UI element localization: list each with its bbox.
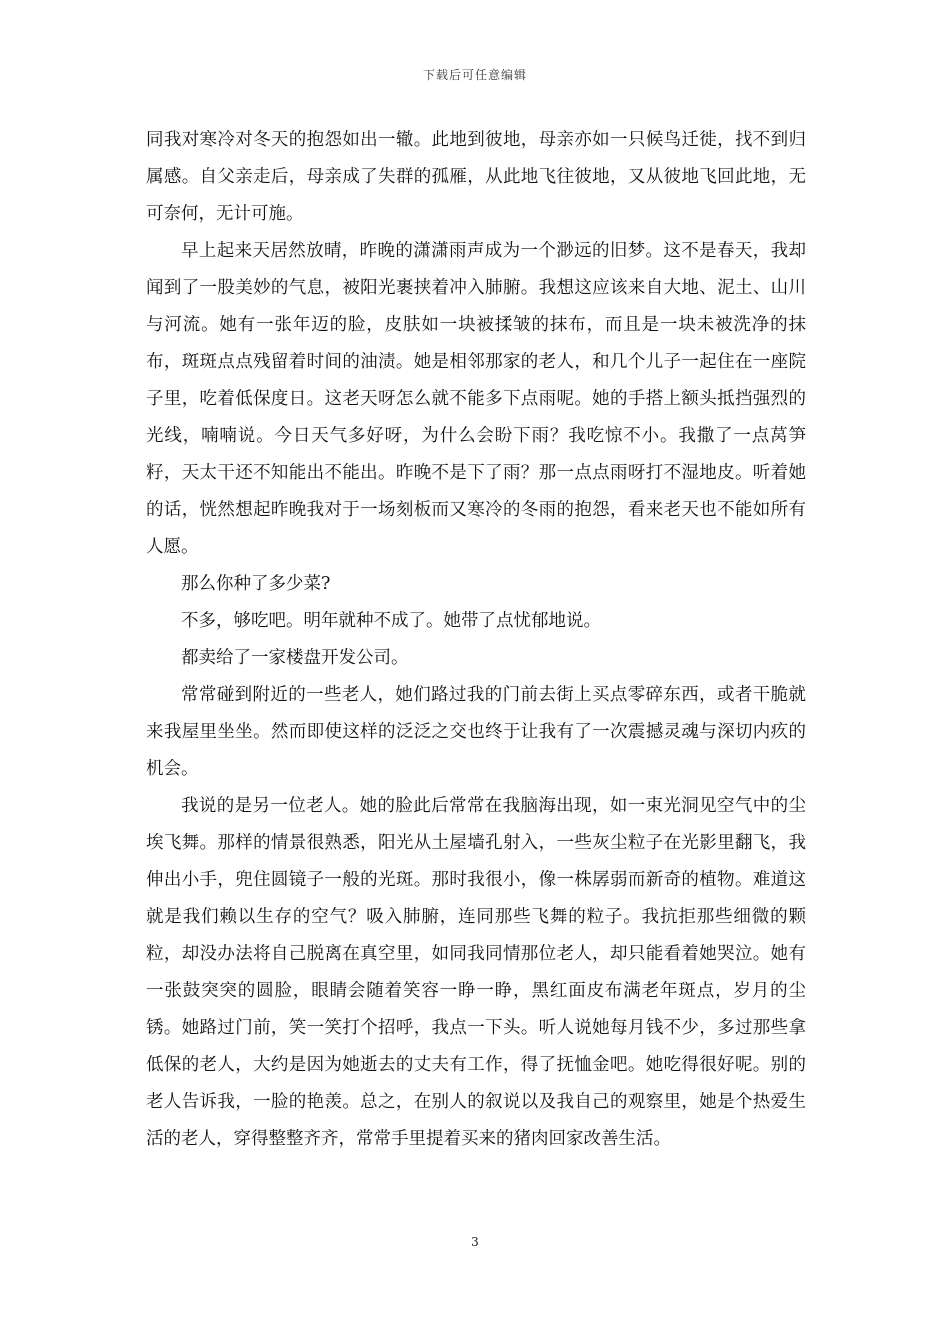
paragraph: 常常碰到附近的一些老人，她们路过我的门前去街上买点零碎东西，或者干脆就来我屋里坐坐。然而即使这样的泛泛之交也终于让我有了一次震撼灵魂与深切内疚的机会。 <box>146 685 806 779</box>
paragraph: 都卖给了一家楼盘开发公司。 <box>181 648 409 668</box>
document-body <box>146 122 806 1158</box>
paragraph: 早上起来天居然放晴，昨晚的潇潇雨声成为一个渺远的旧梦。这不是春天，我却闻到了一股美妙的气息，被阳光裹挟着冲入肺腑。我想这应该来自大地、泥土、山川与河流。她有一张年迈的脸，皮肤如一块被揉皱的抹布，而且是一块未被洗净的抹布，斑斑点点残留着时间的油渍。她是相邻那家的老人，和几个儿子一起住在一座院子里，吃着低保度日。这老天呀怎么就不能多下点雨呢。她的手搭上额头抵挡强烈的光线，喃喃说。今日天气多好呀，为什么会盼下雨？我吃惊不小。我撒了一点莴笋籽，天太干还不知能出不能出。昨晚不是下了雨？那一点点雨呀打不湿地皮。听着她的话，恍然想起昨晚我对于一场刻板而又寒冷的冬雨的抱怨，看来老天也不能如所有人愿。 <box>146 241 806 557</box>
page-number: 3 <box>471 1235 479 1249</box>
page-header: 下载后可任意编辑 <box>422 68 527 82</box>
paragraph-continued: 同我对寒冷对冬天的抱怨如出一辙。此地到彼地，母亲亦如一只候鸟迁徙，找不到归属感。自父亲走后，母亲成了失群的孤雁，从此地飞往彼地，又从彼地飞回此地，无可奈何，无计可施。 <box>146 130 806 224</box>
paragraph: 那么你种了多少菜? <box>181 574 331 594</box>
paragraph: 不多，够吃吧。明年就种不成了。她带了点忧郁地说。 <box>181 611 601 631</box>
paragraph: 我说的是另一位老人。她的脸此后常常在我脑海出现，如一束光洞见空气中的尘埃飞舞。那样的情景很熟悉，阳光从土屋墙孔射入，一些灰尘粒子在光影里翻飞，我伸出小手，兜住圆镜子一般的光斑。那时我很小，像一株孱弱而新奇的植物。难道这就是我们赖以生存的空气？吸入肺腑，连同那些飞舞的粒子。我抗拒那些细微的颗粒，却没办法将自己脱离在真空里，如同我同情那位老人，却只能看着她哭泣。她有一张鼓突突的圆脸，眼睛会随着笑容一睁一睁，黑红面皮布满老年斑点，岁月的尘锈。她路过门前，笑一笑打个招呼，我点一下头。听人说她每月钱不少，多过那些拿低保的老人，大约是因为她逝去的丈夫有工作，得了抚恤金吧。她吃得很好呢。别的老人告诉我，一脸的艳羡。总之，在别人的叙说以及我自己的观察里，她是个热爱生活的老人，穿得整整齐齐，常常手里提着买来的猪肉回家改善生活。 <box>146 796 806 1149</box>
